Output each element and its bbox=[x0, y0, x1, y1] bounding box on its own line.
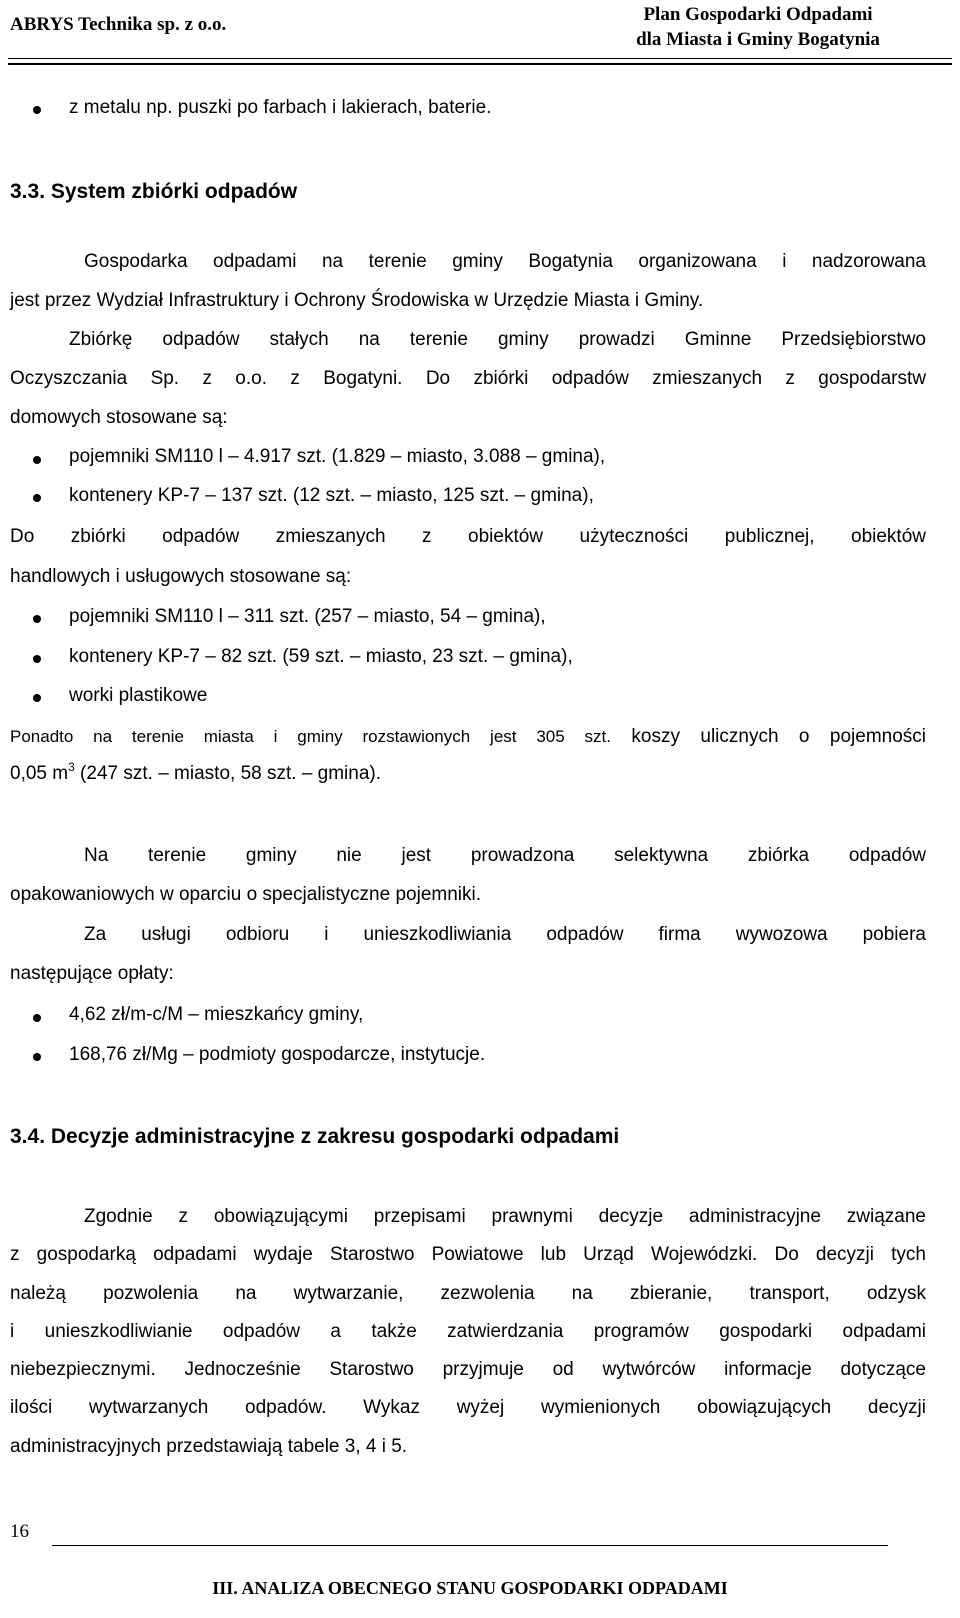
bullet-icon bbox=[33, 1053, 41, 1061]
footer-chapter-title: III. ANALIZA OBECNEGO STANU GOSPODARKI ODPADAMI bbox=[212, 1578, 728, 1598]
bullet-icon bbox=[33, 494, 41, 502]
page-number: 16 bbox=[10, 1521, 29, 1542]
paragraph-line: następujące opłaty: bbox=[10, 963, 174, 984]
bullet-icon bbox=[33, 694, 41, 702]
header-rule-thin bbox=[8, 58, 952, 59]
list-item: 4,62 zł/m-c/M – mieszkańcy gminy, bbox=[69, 1004, 364, 1025]
paragraph-line: należą pozwolenia na wytwarzanie, zezwolenia na zbieranie, transport, odzysk bbox=[10, 1283, 926, 1304]
paragraph-line: Za usługi odbioru i unieszkodliwiania odpadów firma wywozowa pobiera bbox=[84, 924, 926, 945]
paragraph-line: jest przez Wydział Infrastruktury i Ochrony Środowiska w Urzędzie Miasta i Gminy. bbox=[10, 290, 704, 311]
header-doc-title-line2: dla Miasta i Gminy Bogatynia bbox=[636, 29, 880, 50]
paragraph-line: Do zbiórki odpadów zmieszanych z obiektów użyteczności publicznej, obiektów bbox=[10, 526, 926, 547]
paragraph-line: Gospodarka odpadami na terenie gminy Bogatynia organizowana i nadzorowana bbox=[84, 251, 926, 272]
paragraph-line: ilości wytwarzanych odpadów. Wykaz wyżej wymienionych obowiązujących decyzji bbox=[10, 1397, 926, 1418]
paragraph-line: Zgodnie z obowiązującymi przepisami prawnymi decyzje administracyjne związane bbox=[84, 1206, 926, 1227]
list-item: pojemniki SM110 l – 311 szt. (257 – miasto, 54 – gmina), bbox=[69, 606, 546, 627]
paragraph-fragment: Ponadto na terenie miasta i gminy rozstawionych jest 305 szt. bbox=[10, 727, 612, 746]
paragraph-fragment: 0,05 m bbox=[10, 763, 69, 784]
paragraph-fragment: koszy ulicznych o pojemności bbox=[631, 726, 927, 747]
list-item: kontenery KP-7 – 137 szt. (12 szt. – miasto, 125 szt. – gmina), bbox=[69, 485, 594, 506]
paragraph-line bbox=[10, 726, 926, 748]
header-doc-title-line1: Plan Gospodarki Odpadami bbox=[643, 4, 873, 25]
list-item: pojemniki SM110 l – 4.917 szt. (1.829 – miasto, 3.088 – gmina), bbox=[69, 446, 606, 467]
paragraph-line: administracyjnych przedstawiają tabele 3, 4 i 5. bbox=[10, 1436, 408, 1457]
bullet-icon bbox=[33, 655, 41, 663]
bullet-icon bbox=[33, 106, 41, 114]
list-item: z metalu np. puszki po farbach i lakierach, baterie. bbox=[69, 97, 492, 118]
section-heading-3-3: 3.3. System zbiórki odpadów bbox=[10, 180, 298, 203]
paragraph-line: i unieszkodliwianie odpadów a także zatwierdzania programów gospodarki odpadami bbox=[10, 1321, 926, 1342]
paragraph-fragment: (247 szt. – miasto, 58 szt. – gmina). bbox=[74, 763, 382, 784]
paragraph-line: opakowaniowych w oparciu o specjalistyczne pojemniki. bbox=[10, 884, 482, 905]
paragraph-line: Na terenie gminy nie jest prowadzona selektywna zbiórka odpadów bbox=[84, 845, 926, 866]
header-rule-thick bbox=[8, 63, 952, 65]
list-item: 168,76 zł/Mg – podmioty gospodarcze, instytucje. bbox=[69, 1044, 486, 1065]
paragraph-line: handlowych i usługowych stosowane są: bbox=[10, 566, 352, 587]
footer-rule bbox=[52, 1545, 888, 1546]
header-doc-title bbox=[578, 2, 938, 52]
bullet-icon bbox=[33, 456, 41, 464]
list-item: kontenery KP-7 – 82 szt. (59 szt. – miasto, 23 szt. – gmina), bbox=[69, 646, 573, 667]
bullet-icon bbox=[33, 615, 41, 623]
paragraph-line bbox=[10, 760, 382, 785]
paragraph-line: z gospodarką odpadami wydaje Starostwo Powiatowe lub Urząd Wojewódzki. Do decyzji tych bbox=[10, 1244, 926, 1265]
paragraph-line: domowych stosowane są: bbox=[10, 407, 228, 428]
bullet-icon bbox=[33, 1014, 41, 1022]
paragraph-line: niebezpiecznymi. Jednocześnie Starostwo przyjmuje od wytwórców informacje dotyczące bbox=[10, 1359, 926, 1380]
paragraph-line: Oczyszczania Sp. z o.o. z Bogatyni. Do zbiórki odpadów zmieszanych z gospodarstw bbox=[10, 368, 926, 389]
section-heading-3-4: 3.4. Decyzje administracyjne z zakresu gospodarki odpadami bbox=[10, 1125, 620, 1148]
superscript: 3 bbox=[68, 760, 75, 774]
list-item: worki plastikowe bbox=[69, 685, 208, 706]
paragraph-line: Zbiórkę odpadów stałych na terenie gminy prowadzi Gminne Przedsiębiorstwo bbox=[69, 329, 926, 350]
header-company: ABRYS Technika sp. z o.o. bbox=[10, 14, 227, 35]
